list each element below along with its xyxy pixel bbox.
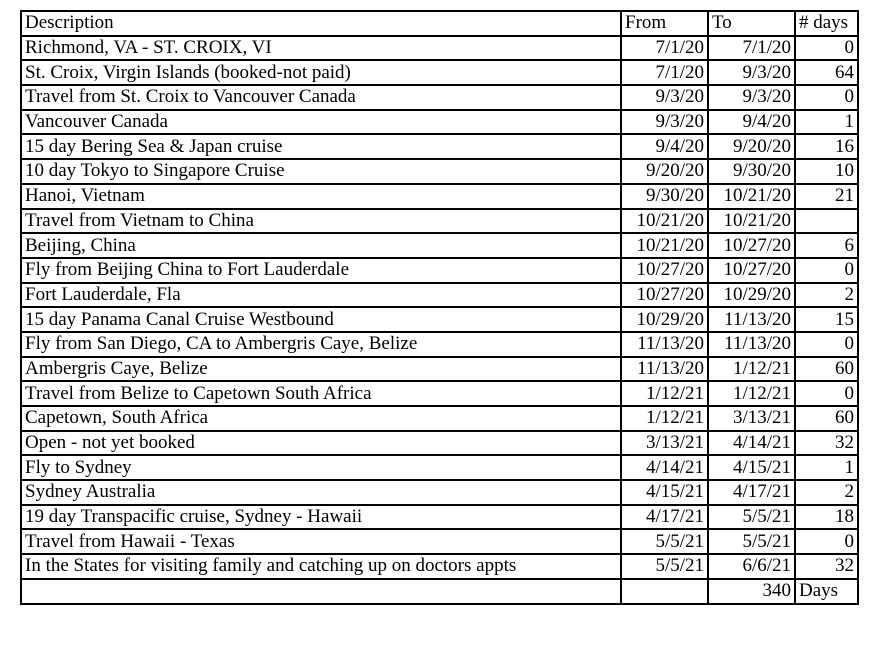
cell-description: Beijing, China [21, 233, 621, 258]
table-row [21, 505, 858, 530]
cell-from: 1/12/21 [621, 381, 708, 406]
cell-days: 1 [795, 110, 858, 135]
cell-days: 21 [795, 184, 858, 209]
cell-description: 19 day Transpacific cruise, Sydney - Hawaii [21, 505, 621, 530]
cell-days: 64 [795, 60, 858, 85]
table-row [21, 60, 858, 85]
table-row [21, 332, 858, 357]
cell-from: 9/3/20 [621, 85, 708, 110]
table-row [21, 209, 858, 234]
table-row [21, 110, 858, 135]
cell-to: 3/13/21 [708, 406, 795, 431]
cell-description: In the States for visiting family and catching up on doctors appts [21, 554, 621, 579]
cell-to: 10/27/20 [708, 233, 795, 258]
table-row [21, 159, 858, 184]
table-row [21, 233, 858, 258]
cell-description: St. Croix, Virgin Islands (booked-not paid) [21, 60, 621, 85]
cell-description: 10 day Tokyo to Singapore Cruise [21, 159, 621, 184]
cell-from: 4/14/21 [621, 455, 708, 480]
cell-days: 16 [795, 134, 858, 159]
cell-days: 18 [795, 505, 858, 530]
table-row [21, 36, 858, 61]
table-row [21, 184, 858, 209]
cell-days: 60 [795, 357, 858, 382]
cell-description: Travel from Belize to Capetown South Africa [21, 381, 621, 406]
cell-to: 5/5/21 [708, 529, 795, 554]
cell-to: 9/20/20 [708, 134, 795, 159]
cell-description: Ambergris Caye, Belize [21, 357, 621, 382]
cell-to: 1/12/21 [708, 357, 795, 382]
cell-days: 6 [795, 233, 858, 258]
cell-from: 4/15/21 [621, 480, 708, 505]
table-row [21, 134, 858, 159]
itinerary-table [20, 10, 859, 605]
cell-from: 10/27/20 [621, 283, 708, 308]
cell-days: 2 [795, 480, 858, 505]
table-row [21, 357, 858, 382]
cell-days: 0 [795, 381, 858, 406]
cell-from: 10/27/20 [621, 258, 708, 283]
cell-description: 15 day Panama Canal Cruise Westbound [21, 307, 621, 332]
table-row [21, 455, 858, 480]
cell-to: 6/6/21 [708, 554, 795, 579]
cell-from: 1/12/21 [621, 406, 708, 431]
header-to: To [708, 11, 795, 36]
itinerary-body [21, 11, 858, 604]
cell-from: 9/3/20 [621, 110, 708, 135]
cell-days: 0 [795, 332, 858, 357]
table-row [21, 406, 858, 431]
cell-to: 9/3/20 [708, 60, 795, 85]
cell-to: 11/13/20 [708, 332, 795, 357]
cell-description: Travel from Vietnam to China [21, 209, 621, 234]
cell-from: 3/13/21 [621, 431, 708, 456]
cell-description: Hanoi, Vietnam [21, 184, 621, 209]
cell-description: Sydney Australia [21, 480, 621, 505]
table-row [21, 307, 858, 332]
total-days-unit: Days [795, 579, 858, 604]
cell-to: 4/15/21 [708, 455, 795, 480]
cell-description: Fort Lauderdale, Fla [21, 283, 621, 308]
cell-to: 11/13/20 [708, 307, 795, 332]
total-empty-description [21, 579, 621, 604]
table-row [21, 85, 858, 110]
cell-description: Travel from Hawaii - Texas [21, 529, 621, 554]
cell-days: 2 [795, 283, 858, 308]
table-row [21, 283, 858, 308]
cell-to: 9/3/20 [708, 85, 795, 110]
cell-description: 15 day Bering Sea & Japan cruise [21, 134, 621, 159]
cell-description: Fly to Sydney [21, 455, 621, 480]
cell-from: 5/5/21 [621, 529, 708, 554]
table-row [21, 258, 858, 283]
table-row [21, 554, 858, 579]
cell-from: 11/13/20 [621, 357, 708, 382]
cell-to: 5/5/21 [708, 505, 795, 530]
cell-from: 10/21/20 [621, 233, 708, 258]
cell-days: 0 [795, 36, 858, 61]
cell-to: 1/12/21 [708, 381, 795, 406]
table-row [21, 381, 858, 406]
cell-days: 32 [795, 554, 858, 579]
cell-to: 7/1/20 [708, 36, 795, 61]
cell-from: 9/20/20 [621, 159, 708, 184]
cell-to: 10/21/20 [708, 209, 795, 234]
cell-description: Open - not yet booked [21, 431, 621, 456]
cell-to: 10/29/20 [708, 283, 795, 308]
total-empty-from [621, 579, 708, 604]
header-row [21, 11, 858, 36]
cell-days: 0 [795, 258, 858, 283]
cell-description: Fly from Beijing China to Fort Lauderdale [21, 258, 621, 283]
table-row [21, 431, 858, 456]
cell-to: 10/21/20 [708, 184, 795, 209]
cell-days: 60 [795, 406, 858, 431]
cell-to: 10/27/20 [708, 258, 795, 283]
cell-description: Richmond, VA - ST. CROIX, VI [21, 36, 621, 61]
cell-days: 1 [795, 455, 858, 480]
cell-description: Fly from San Diego, CA to Ambergris Caye, Belize [21, 332, 621, 357]
cell-from: 9/4/20 [621, 134, 708, 159]
header-description: Description [21, 11, 621, 36]
cell-to: 4/17/21 [708, 480, 795, 505]
cell-to: 9/4/20 [708, 110, 795, 135]
cell-from: 10/29/20 [621, 307, 708, 332]
header-from: From [621, 11, 708, 36]
cell-from: 7/1/20 [621, 36, 708, 61]
cell-days: 0 [795, 529, 858, 554]
total-days-value: 340 [708, 579, 795, 604]
cell-from: 4/17/21 [621, 505, 708, 530]
total-row [21, 579, 858, 604]
cell-days: 32 [795, 431, 858, 456]
cell-from: 7/1/20 [621, 60, 708, 85]
cell-from: 11/13/20 [621, 332, 708, 357]
cell-description: Capetown, South Africa [21, 406, 621, 431]
cell-days [795, 209, 858, 234]
cell-description: Travel from St. Croix to Vancouver Canada [21, 85, 621, 110]
cell-days: 15 [795, 307, 858, 332]
cell-description: Vancouver Canada [21, 110, 621, 135]
cell-days: 10 [795, 159, 858, 184]
cell-to: 9/30/20 [708, 159, 795, 184]
cell-to: 4/14/21 [708, 431, 795, 456]
cell-from: 9/30/20 [621, 184, 708, 209]
header-days: # days [795, 11, 858, 36]
cell-from: 5/5/21 [621, 554, 708, 579]
table-row [21, 529, 858, 554]
cell-days: 0 [795, 85, 858, 110]
cell-from: 10/21/20 [621, 209, 708, 234]
table-row [21, 480, 858, 505]
